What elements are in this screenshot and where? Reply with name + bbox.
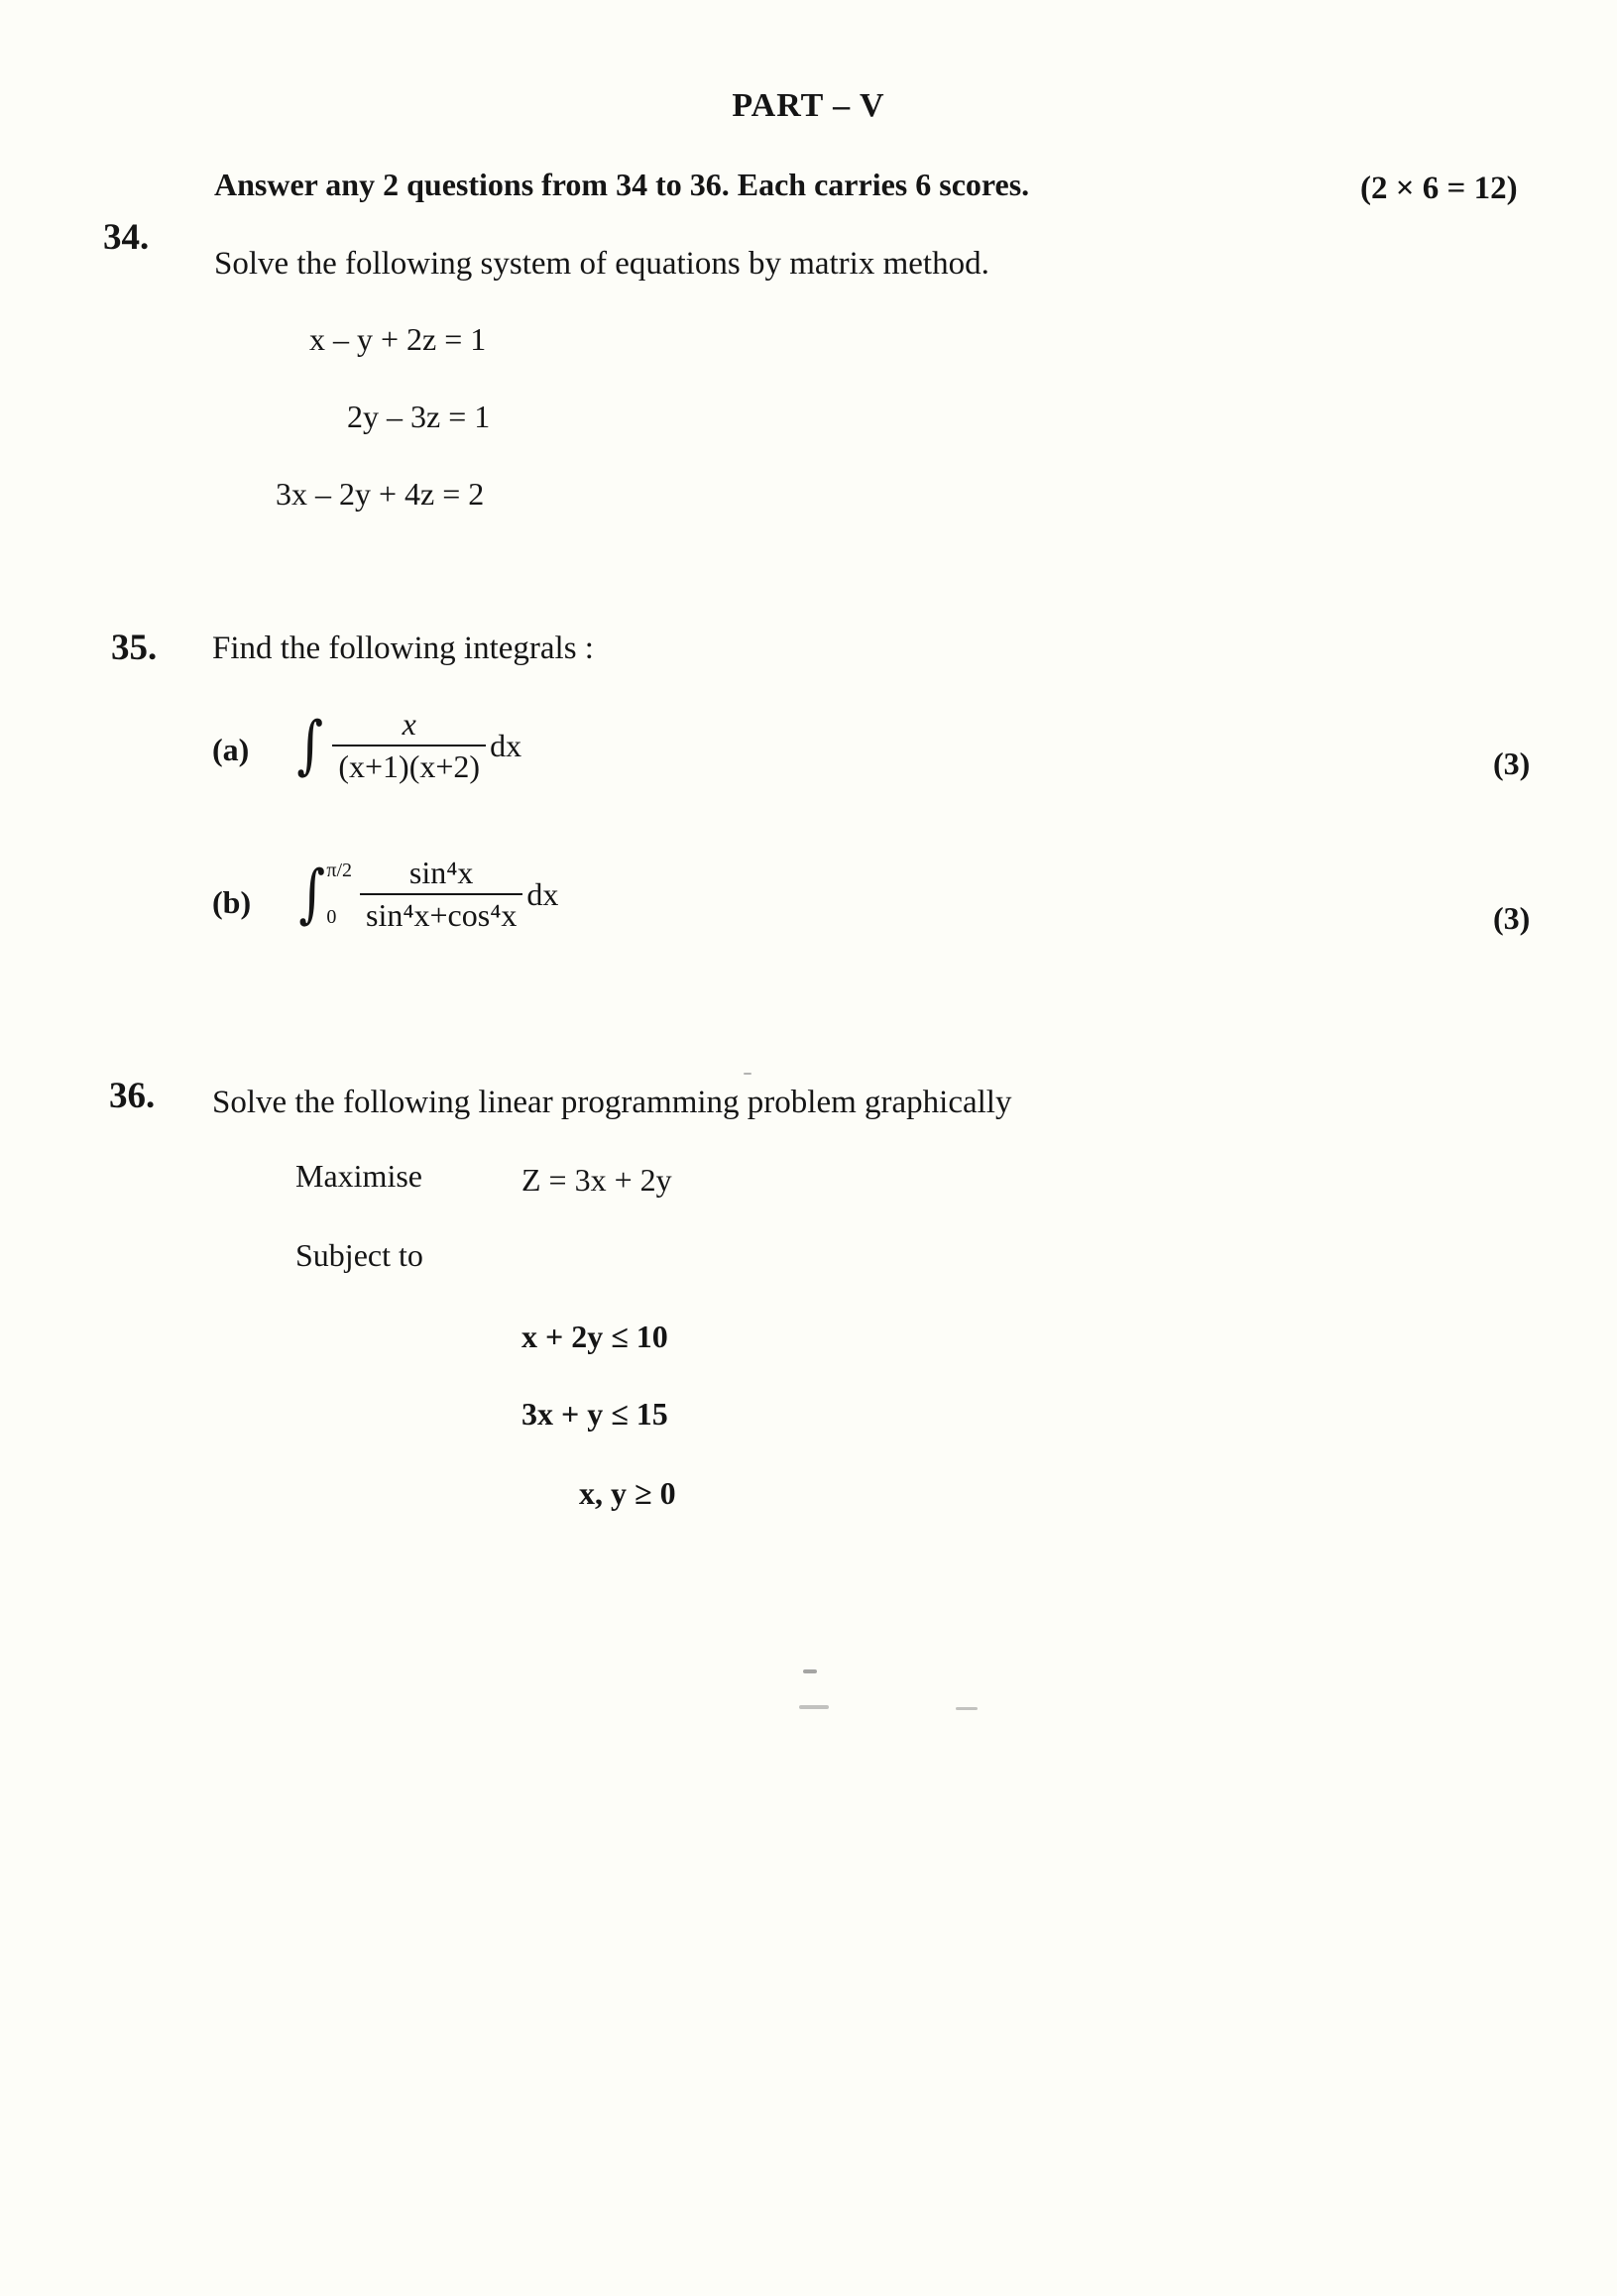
integral-a-dx: dx	[490, 727, 522, 763]
question-34-text: Solve the following system of equations by matrix method.	[214, 246, 989, 282]
integral-b-fraction	[360, 855, 522, 934]
integral-b-sign: ∫	[298, 858, 326, 931]
constraint-3: x, y ≥ 0	[579, 1475, 676, 1511]
integral-a-fraction	[332, 706, 486, 785]
integral-b-numerator: sin⁴x	[408, 855, 474, 890]
scan-mark	[799, 1705, 829, 1709]
integral-a-denominator: (x+1)(x+2)	[332, 745, 486, 785]
instruction-text: Answer any 2 questions from 34 to 36. Each carries 6 scores.	[214, 167, 1030, 202]
question-36-number: 36.	[109, 1076, 156, 1116]
objective-function: Z = 3x + 2y	[521, 1162, 672, 1198]
part-a-label: (a)	[212, 732, 250, 767]
integral-a-numerator: x	[402, 706, 416, 742]
part-a-marks: (3)	[1493, 746, 1531, 781]
equation-2: 2y – 3z = 1	[347, 399, 491, 434]
integral-b-lower-limit: 0	[326, 906, 337, 928]
integral-a	[293, 706, 521, 785]
equation-1: x – y + 2z = 1	[309, 321, 487, 357]
integral-b-dx: dx	[526, 875, 559, 912]
maximise-label: Maximise	[295, 1158, 422, 1194]
part-b-label: (b)	[212, 884, 252, 920]
integral-b-limits	[326, 860, 352, 929]
total-marks: (2 × 6 = 12)	[1360, 171, 1518, 206]
constraint-1: x + 2y ≤ 10	[521, 1319, 668, 1354]
integral-b-denominator: sin⁴x+cos⁴x	[360, 893, 522, 934]
integral-b	[295, 855, 558, 934]
scan-mark	[803, 1669, 817, 1673]
question-36-text: Solve the following linear programming problem graphically	[212, 1085, 1012, 1120]
constraint-2: 3x + y ≤ 15	[521, 1396, 668, 1432]
part-b-marks: (3)	[1493, 900, 1531, 936]
integral-a-sign: ∫	[296, 709, 324, 782]
integral-b-upper-limit: π/2	[326, 860, 352, 881]
question-35-number: 35.	[111, 628, 158, 668]
question-35-text: Find the following integrals :	[212, 631, 594, 666]
scan-mark	[744, 1073, 751, 1075]
scan-mark	[956, 1707, 978, 1710]
part-title: PART – V	[732, 87, 885, 124]
subject-to-label: Subject to	[295, 1237, 423, 1273]
question-34-number: 34.	[103, 217, 150, 258]
equation-3: 3x – 2y + 4z = 2	[276, 476, 485, 512]
